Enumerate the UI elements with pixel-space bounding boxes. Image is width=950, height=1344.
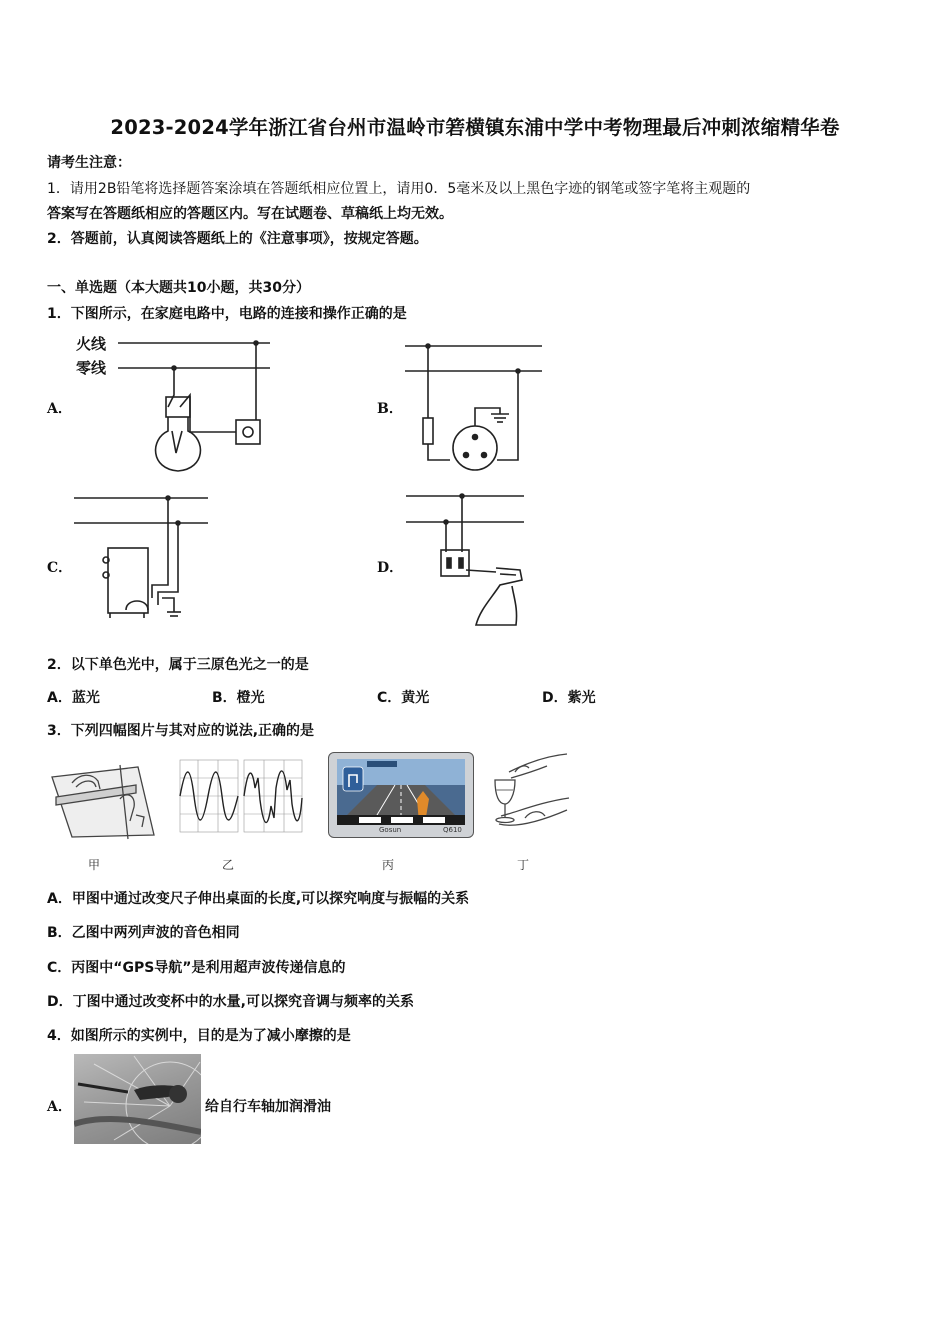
wine-glass-picture <box>485 752 573 837</box>
q2-option-b[interactable]: B．橙光 <box>212 690 265 706</box>
caption-bing: 丙 <box>382 858 395 872</box>
section-heading: 一、单选题（本大题共10小题，共30分） <box>47 280 310 296</box>
q2-option-c[interactable]: C．黄光 <box>377 690 430 706</box>
caption-yi: 乙 <box>222 858 235 872</box>
gps-model-text: Q610 <box>443 826 462 834</box>
q1-option-a-label[interactable]: A． <box>47 401 72 417</box>
q4-option-a-label[interactable]: A． <box>47 1099 72 1115</box>
q3-option-d[interactable]: D．丁图中通过改变杯中的水量,可以探究音调与频率的关系 <box>47 994 414 1010</box>
question-3-stem: 3．下列四幅图片与其对应的说法,正确的是 <box>47 723 315 739</box>
q3-option-a[interactable]: A．甲图中通过改变尺子伸出桌面的长度,可以探究响度与振幅的关系 <box>47 891 470 907</box>
q2-option-d[interactable]: D．紫光 <box>542 690 596 706</box>
ruler-table-picture <box>50 755 162 840</box>
question-1-stem: 1．下图所示，在家庭电路中，电路的连接和操作正确的是 <box>47 306 407 322</box>
fire-wire-label: 火线 <box>76 335 107 353</box>
q1-option-d-circuit <box>400 490 540 630</box>
q2-option-a[interactable]: A．蓝光 <box>47 690 100 706</box>
sound-waveforms-picture <box>178 758 306 836</box>
q1-option-b-circuit <box>400 340 550 475</box>
q4-option-a-text[interactable]: 给自行车轴加润滑油 <box>205 1099 331 1115</box>
notice-line-1b: 答案写在答题纸相应的答题区内。写在试题卷、草稿纸上均无效。 <box>47 206 453 222</box>
bicycle-axle-photo <box>74 1054 201 1144</box>
gps-navigator-picture <box>328 752 474 838</box>
zero-wire-label: 零线 <box>76 359 107 377</box>
q3-option-b[interactable]: B．乙图中两列声波的音色相同 <box>47 925 240 941</box>
q1-option-c-label[interactable]: C． <box>47 560 73 576</box>
q1-option-a-circuit <box>110 335 280 475</box>
notice-heading: 请考生注意： <box>47 155 131 171</box>
question-2-stem: 2．以下单色光中，属于三原色光之一的是 <box>47 657 309 673</box>
q1-option-c-circuit <box>70 490 215 630</box>
q3-option-c[interactable]: C．丙图中“GPS导航”是利用超声波传递信息的 <box>47 960 346 976</box>
question-4-stem: 4．如图所示的实例中，目的是为了减小摩擦的是 <box>47 1028 351 1044</box>
q1-option-d-label[interactable]: D． <box>377 560 404 576</box>
q1-option-b-label[interactable]: B． <box>377 401 403 417</box>
page-title: 2023-2024学年浙江省台州市温岭市箬横镇东浦中学中考物理最后冲刺浓缩精华卷 <box>110 116 840 139</box>
caption-jia: 甲 <box>88 858 101 872</box>
caption-ding: 丁 <box>517 858 530 872</box>
notice-line-2: 2．答题前，认真阅读答题纸上的《注意事项》，按规定答题。 <box>47 231 428 247</box>
notice-line-1a: 1．请用2B铅笔将选择题答案涂填在答题纸相应位置上，请用0．5毫米及以上黑色字迹的钢笔或签字笔将主观题的 <box>47 181 751 197</box>
gps-brand-text: Gosun <box>379 826 402 834</box>
